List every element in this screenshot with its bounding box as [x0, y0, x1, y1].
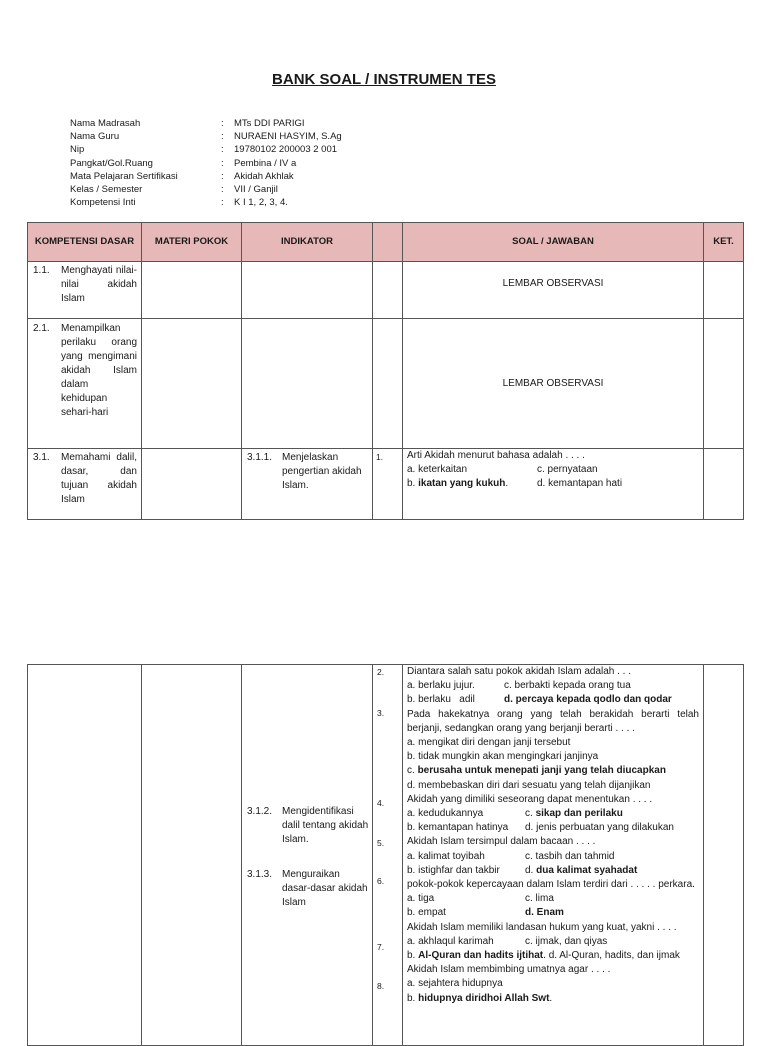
question-4	[407, 793, 699, 836]
option-d	[525, 864, 637, 878]
observation-label: LEMBAR OBSERVASI	[502, 377, 604, 389]
option-b: b. empat	[407, 907, 446, 919]
meta-colon: :	[221, 144, 224, 156]
option-c: c. lima	[525, 893, 554, 905]
question-bank-table	[27, 222, 744, 520]
option-a: a. mengikat diri dengan janji tersebut	[407, 737, 571, 749]
option-prefix: b.	[407, 478, 419, 490]
soal-cell	[403, 665, 704, 1046]
question-number: 1.	[376, 452, 384, 462]
option-d: d. jenis perbuatan yang dilakukan	[525, 822, 674, 834]
indicator-number: 3.1.2.	[247, 806, 273, 817]
kd-number: 2.1.	[33, 323, 50, 334]
question-5	[407, 835, 699, 878]
option-suffix: .	[505, 478, 509, 490]
question-number: 5.	[377, 838, 385, 848]
header-soal-jawaban: SOAL / JAWABAN	[403, 223, 704, 262]
meta-label: Nip	[70, 144, 85, 156]
meta-colon: :	[221, 170, 224, 182]
indicator-3-1-2	[242, 803, 372, 849]
answer-key: dua kalimat syahadat	[536, 864, 638, 876]
indicator-text: Mengidentifikasi dalil tentang akidah Islam.	[282, 806, 369, 845]
kd-text: Menghayati nilai-nilai akidah Islam	[61, 265, 137, 304]
answer-key: ikatan yang kukuh	[418, 478, 506, 490]
option-a: a. tiga	[407, 893, 435, 905]
materi-cell	[142, 665, 242, 1046]
number-cell	[373, 262, 403, 319]
option-b	[407, 992, 699, 1006]
question-number: 2.	[377, 667, 385, 677]
kd-number: 1.1.	[33, 265, 50, 276]
table-row	[28, 449, 744, 520]
option-d: d. membebaskan diri dari sesuatu yang telah dijanjikan	[407, 779, 651, 791]
option-c: c. tasbih dan tahmid	[525, 850, 615, 862]
indicator-3-1-3	[242, 866, 372, 912]
question-text: Arti Akidah menurut bahasa adalah . . . .	[407, 450, 585, 461]
question-number: 3.	[377, 708, 385, 718]
answer-key: berusaha untuk menepati janji yang telah diucapkan	[417, 765, 666, 777]
kd-cell	[28, 449, 142, 520]
answer-key: sikap dan perilaku	[535, 808, 623, 820]
option-b: b. tidak mungkin akan mengingkari janjinya	[407, 751, 599, 763]
document-title: BANK SOAL / INSTRUMEN TES	[272, 71, 496, 88]
question-text: Akidah Islam membimbing umatnya agar . . . .	[407, 964, 611, 976]
option-suffix: .	[549, 992, 553, 1004]
option-a: a. berlaku jujur.	[407, 680, 475, 692]
option-prefix: c.	[525, 808, 536, 820]
indicator-text: Menguraikan dasar-dasar akidah Islam	[282, 869, 368, 908]
materi-cell	[142, 319, 242, 449]
ket-cell	[704, 665, 744, 1046]
meta-row-pangkat	[70, 157, 342, 170]
question-text: pokok-pokok kepercayaan dalam Islam terdiri dari . . . . . perkara.	[407, 879, 695, 891]
option-c: c. berbakti kepada orang tua	[504, 680, 631, 692]
number-cell	[373, 665, 403, 1046]
meta-label: Kompetensi Inti	[70, 197, 136, 209]
question-text: Akidah Islam memiliki landasan hukum yang kuat, yakni . . . .	[407, 921, 677, 933]
kd-number: 3.1.	[33, 452, 50, 463]
kd-text: Memahami dalil, dasar, dan tujuan akidah Islam	[61, 452, 137, 505]
option-prefix: b.	[407, 950, 419, 962]
table-row	[28, 319, 744, 449]
indikator-cell	[242, 665, 373, 1046]
indicator-number: 3.1.3.	[247, 869, 273, 880]
question-1	[403, 449, 703, 492]
kd-cell	[28, 665, 142, 1046]
question-text: Diantara salah satu pokok akidah Islam adalah . . .	[407, 666, 632, 677]
indikator-cell	[242, 449, 373, 520]
meta-colon: :	[221, 131, 224, 143]
question-number: 8.	[377, 981, 385, 991]
option-d: . d. Al-Quran, hadits, dan ijmak	[543, 950, 680, 962]
meta-label: Kelas / Semester	[70, 184, 143, 196]
soal-cell	[403, 262, 704, 319]
meta-value: 19780102 200003 2 001	[234, 144, 338, 156]
option-a: a. akhlaqul karimah	[407, 935, 494, 947]
question-8	[407, 963, 699, 1006]
soal-cell	[403, 319, 704, 449]
meta-value: Akidah Akhlak	[234, 170, 294, 182]
question-text: Akidah yang dimiliki seseorang dapat menentukan . . . .	[407, 793, 653, 805]
meta-value: NURAENI HASYIM, S.Ag	[234, 131, 342, 143]
table-row	[28, 665, 744, 1046]
question-text: Akidah Islam tersimpul dalam bacaan . . . .	[407, 836, 596, 848]
meta-label: Nama Guru	[70, 131, 120, 143]
table-row	[28, 262, 744, 319]
meta-value: MTs DDI PARIGI	[234, 118, 305, 129]
meta-label: Nama Madrasah	[70, 118, 141, 129]
answer-key: hidupnya diridhoi Allah Swt	[418, 992, 550, 1004]
option-c	[407, 764, 699, 778]
answer-key: d. percaya kepada qodlo dan qodar	[504, 694, 672, 706]
kd-text: Menampilkan perilaku orang yang mengimani akidah Islam dalam kehidupan sehari-hari	[61, 323, 137, 418]
option-a: a. sejahtera hidupnya	[407, 978, 503, 990]
question-text: Pada hakekatnya orang yang telah berakidah berarti telah berjanji, sedangkan orang yang berjanji berarti . . . .	[407, 708, 699, 734]
header-kompetensi-dasar: KOMPETENSI DASAR	[28, 223, 142, 262]
option-b: b. istighfar dan takbir	[407, 864, 500, 876]
meta-value: K I 1, 2, 3, 4.	[234, 197, 288, 209]
answer-key: Al-Quran dan hadits ijtihat	[418, 950, 544, 962]
ket-cell	[704, 319, 744, 449]
meta-row-mapel	[70, 170, 342, 183]
option-b-d	[407, 949, 699, 963]
option-a: a. keterkaitan	[407, 464, 468, 476]
header-materi-pokok: MATERI POKOK	[142, 223, 242, 262]
meta-row-nip	[70, 143, 342, 156]
option-a: a. kalimat toyibah	[407, 850, 485, 862]
ket-cell	[704, 262, 744, 319]
identity-block	[70, 117, 342, 209]
header-indikator: INDIKATOR	[242, 223, 373, 262]
meta-row-kelas	[70, 183, 342, 196]
question-number: 4.	[377, 798, 385, 808]
question-7	[407, 921, 699, 964]
meta-label: Pangkat/Gol.Ruang	[70, 157, 153, 169]
option-prefix: c.	[407, 765, 418, 777]
indikator-cell	[242, 319, 373, 449]
indicator-number: 3.1.1.	[247, 452, 273, 463]
option-c	[525, 807, 623, 821]
meta-colon: :	[221, 118, 224, 129]
materi-cell	[142, 449, 242, 520]
option-b	[407, 477, 537, 491]
question-number: 6.	[377, 876, 385, 886]
option-prefix: d.	[525, 864, 537, 876]
header-number	[373, 223, 403, 262]
meta-colon: :	[221, 157, 224, 169]
question-bank-table-continued	[27, 664, 744, 1046]
option-d: d. kemantapan hati	[537, 478, 623, 490]
meta-value: Pembina / IV a	[234, 157, 297, 169]
question-3	[407, 708, 699, 793]
meta-row-guru	[70, 130, 342, 143]
number-cell	[373, 449, 403, 520]
option-b: b. berlaku adil	[407, 694, 475, 706]
option-c: c. pernyataan	[537, 464, 598, 476]
option-a: a. kedudukannya	[407, 808, 484, 820]
meta-value: VII / Ganjil	[234, 184, 278, 196]
meta-colon: :	[221, 184, 224, 196]
number-cell	[373, 319, 403, 449]
meta-row-ki	[70, 196, 342, 209]
kd-cell	[28, 262, 142, 319]
soal-cell	[403, 449, 704, 520]
question-number: 7.	[377, 942, 385, 952]
question-2	[407, 665, 699, 708]
option-c: c. ijmak, dan qiyas	[525, 935, 608, 947]
meta-row-madrasah	[70, 117, 342, 130]
kd-cell	[28, 319, 142, 449]
option-prefix: b.	[407, 992, 419, 1004]
meta-colon: :	[221, 197, 224, 209]
materi-cell	[142, 262, 242, 319]
question-6	[407, 878, 699, 921]
meta-label: Mata Pelajaran Sertifikasi	[70, 170, 178, 182]
indicator-text: Menjelaskan pengertian akidah Islam.	[282, 452, 362, 491]
table-header-row	[28, 223, 744, 262]
header-ket: KET.	[704, 223, 744, 262]
ket-cell	[704, 449, 744, 520]
option-b: b. kemantapan hatinya	[407, 822, 509, 834]
question-list	[403, 665, 703, 1006]
indikator-cell	[242, 262, 373, 319]
answer-key: d. Enam	[525, 907, 564, 919]
observation-label: LEMBAR OBSERVASI	[502, 278, 604, 289]
